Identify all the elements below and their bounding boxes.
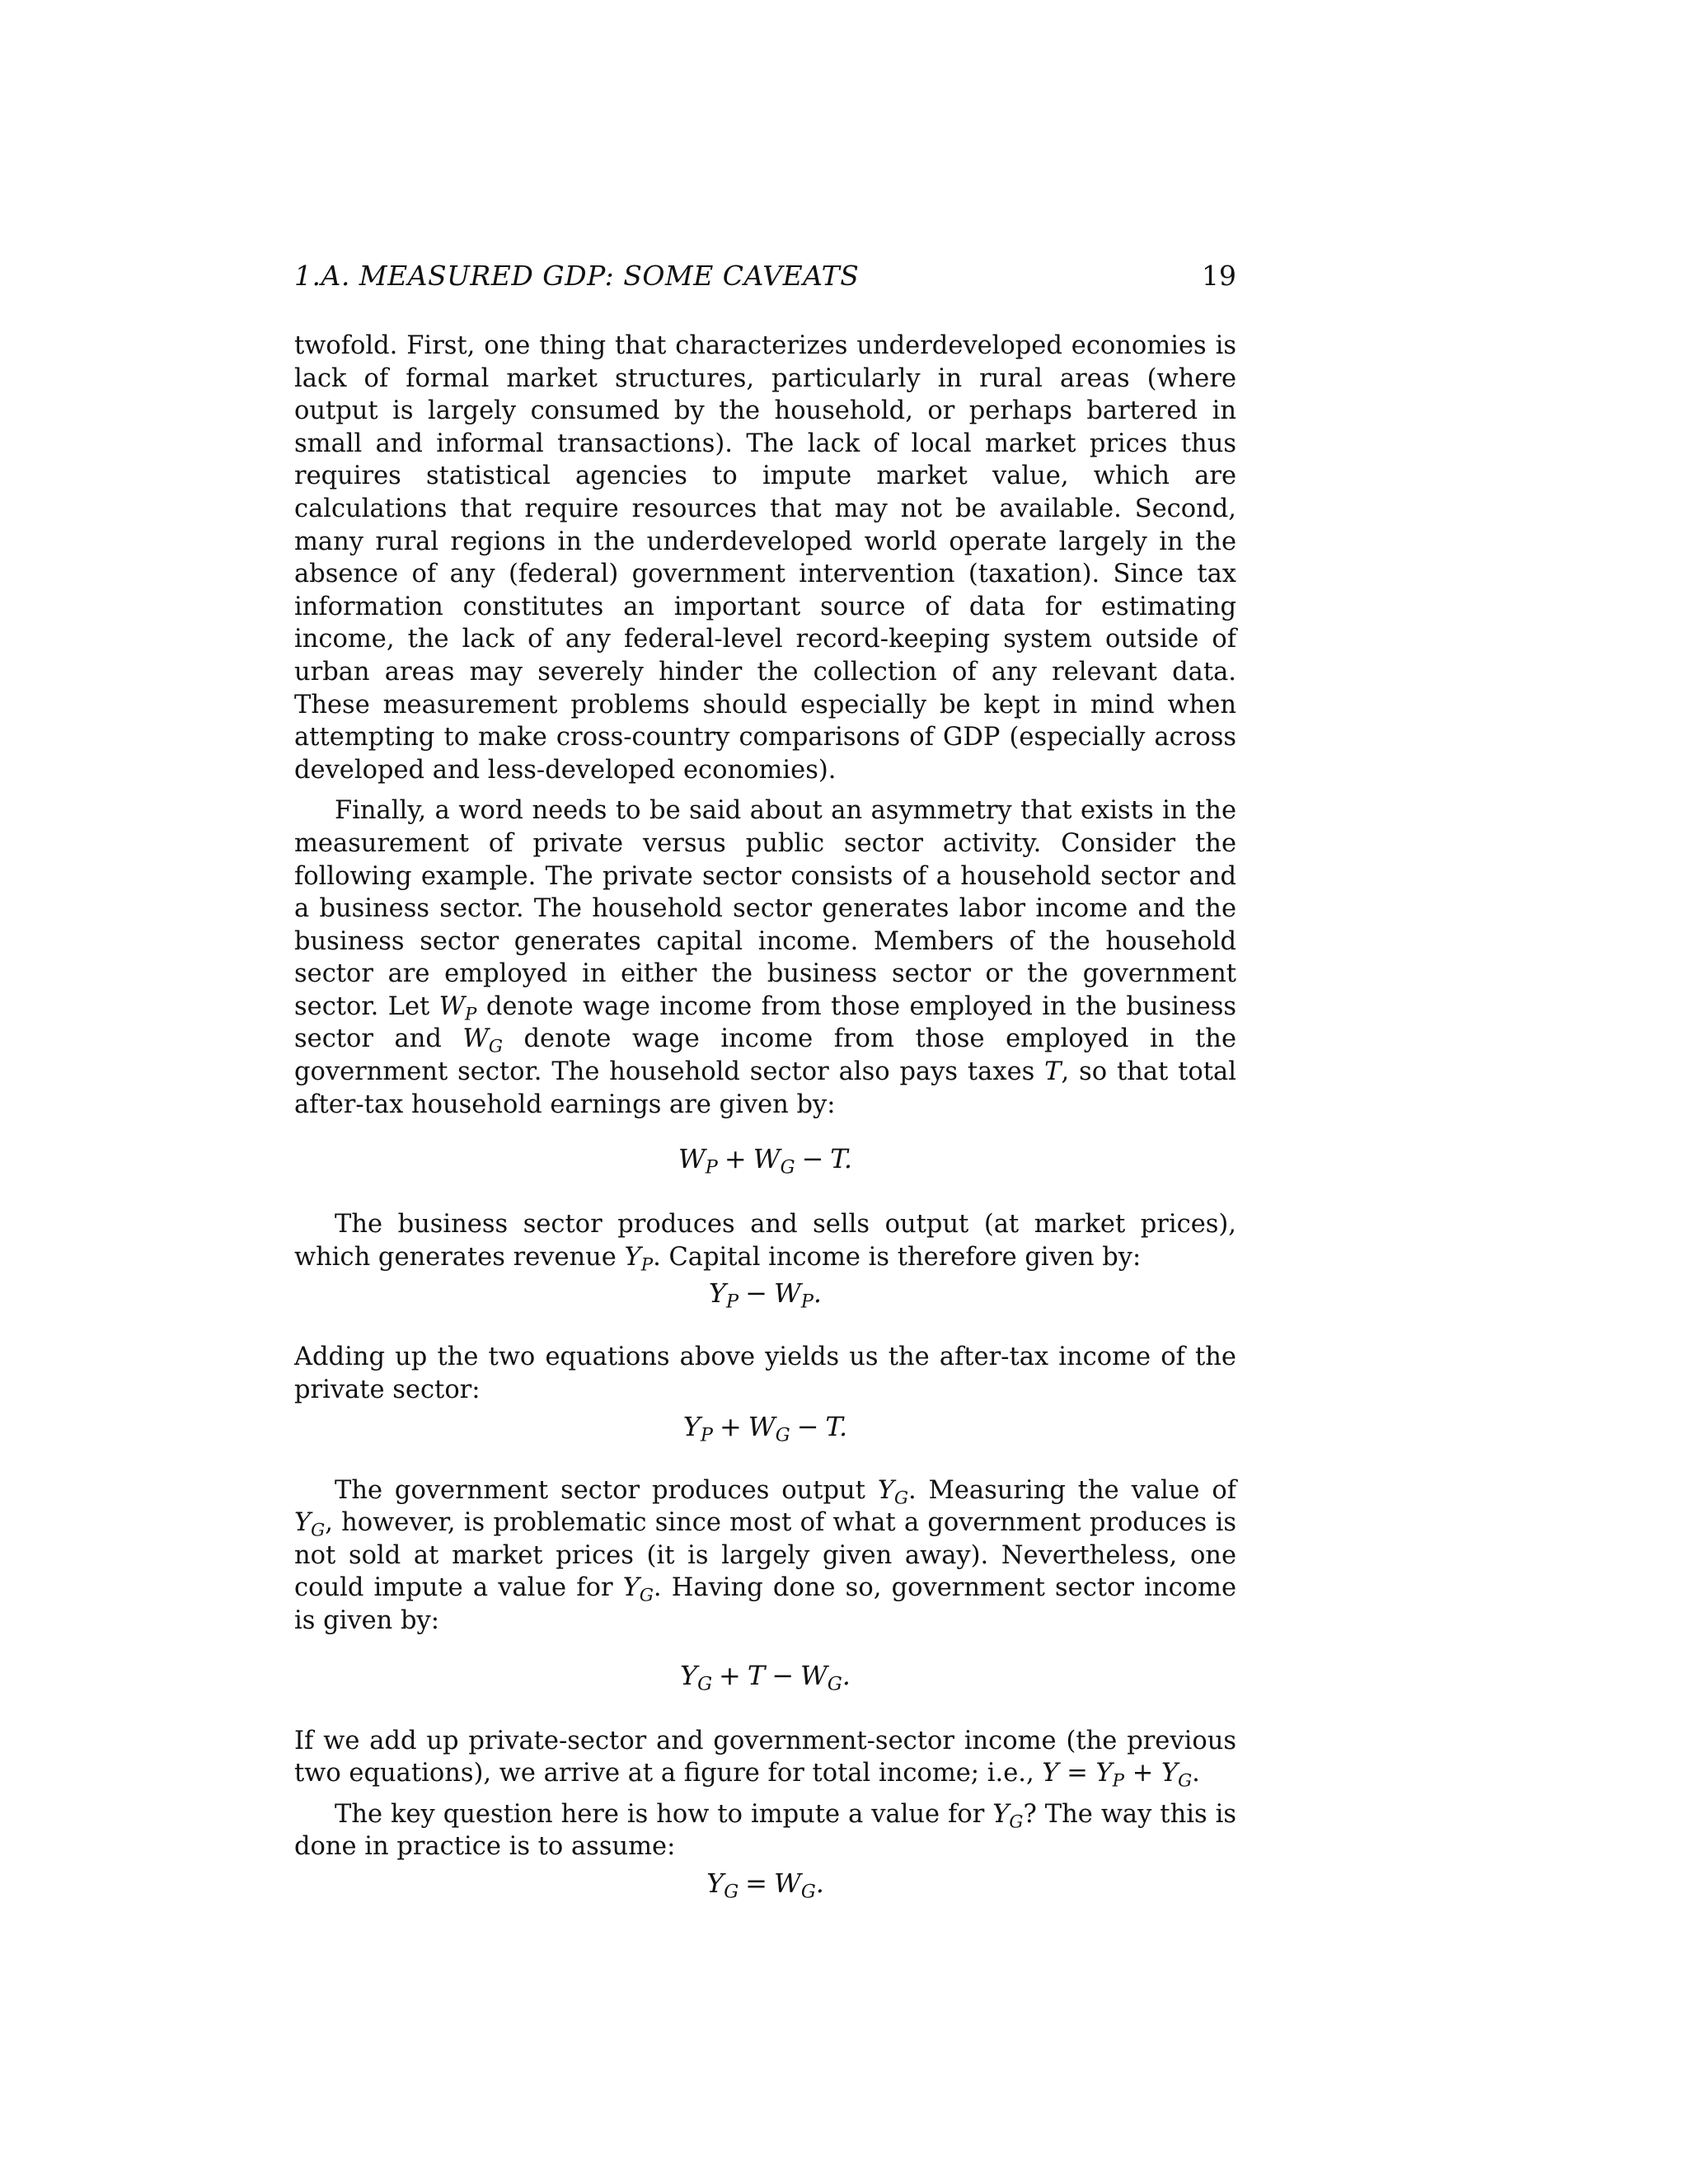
math-t: T (1044, 1057, 1062, 1087)
text-run: If we add up private-sector and government-sector income (the previous two equations), we arrive at a figure for total income; i.e., (294, 1726, 1236, 1788)
math-wg: $W_G$ (462, 1024, 503, 1057)
math-wp: $W_P$ (438, 991, 477, 1025)
math-yp: $Y_P$ (624, 1242, 654, 1276)
equation-private-income: $Y_P + W_G - T$. (682, 1410, 848, 1446)
document-page (294, 257, 1236, 1903)
text-run: ? The way this is done in practice is to assume: (294, 1799, 1236, 1862)
equation-household-earnings: $W_P + W_G - T$. (678, 1143, 853, 1179)
text-run: The key question here is how to impute a value for (335, 1799, 993, 1829)
text-run: denote wage income from those employed in the business sector and (294, 991, 1236, 1054)
text-run: , so that total after-tax household earnings are given by: (294, 1057, 1236, 1119)
equation-government-income: $Y_G + T - W_G$. (680, 1659, 851, 1695)
section-title: 1.A. MEASURED GDP: SOME CAVEATS (294, 260, 860, 292)
paragraph-3 (294, 1208, 1236, 1276)
text-run: Finally, a word needs to be said about an asymmetry that exists in the measurement of private versus public sector activity. Consider the following example. The private sector consists of a household sector and a business sector. The household sector generates labor income and the business sector generates capital income. Members of the household sector are employed in either the business sector or the government sector. Let (294, 796, 1236, 1021)
math-yg: $Y_G$ (877, 1475, 909, 1509)
text-run: The business sector produces and sells output (at market prices), which generates revenue (294, 1210, 1236, 1272)
math-yg: $Y_G$ (992, 1799, 1024, 1833)
math-total-income: $Y = Y_P + Y_G$ (1042, 1759, 1193, 1792)
document-body (294, 330, 1236, 1903)
text-run: . Measuring the value of (908, 1475, 1236, 1505)
running-header (294, 257, 1236, 294)
text-run: . Having done so, government sector income is given by: (294, 1573, 1236, 1635)
math-yg: $Y_G$ (622, 1573, 654, 1606)
paragraph-6 (294, 1725, 1236, 1790)
equation-imputation: $Y_G = W_G$. (706, 1867, 824, 1903)
text-run: denote wage income from those employed in the government sector. The household sector also pays taxes (294, 1024, 1236, 1087)
text-run: , however, is problematic since most of what a government produces is not sold at market prices (it is largely given away). Nevertheless, one could impute a value for (294, 1508, 1236, 1603)
text-run: . (1192, 1759, 1200, 1788)
paragraph-2 (294, 794, 1236, 1121)
text-run: . Capital income is therefore given by: (653, 1242, 1142, 1272)
text-run: The government sector produces output (335, 1475, 878, 1505)
paragraph-5 (294, 1474, 1236, 1638)
page-number: 19 (1202, 260, 1236, 292)
math-yg: $Y_G$ (294, 1508, 326, 1541)
equation-capital-income: $Y_P - W_P$. (708, 1277, 823, 1314)
paragraph-4: Adding up the two equations above yields us the after-tax income of the private sector: (294, 1343, 1236, 1405)
paragraph-7 (294, 1798, 1236, 1863)
paragraph-1: twofold. First, one thing that characterizes underdeveloped economies is lack of formal market structures, particularly in rural areas (where output is largely consumed by the household, or perhaps bartered in small and informal transactions). The lack of local market prices thus requires statistical agencies to impute market value, which are calculations that require resources that may not be available. Second, many rural regions in the underdeveloped world operate largely in the absence of any (federal) government intervention (taxation). Since tax information constitutes an important source of data for estimating income, the lack of any federal-level record-keeping system outside of urban areas may severely hinder the collection of any relevant data. These measurement problems should especially be kept in mind when attempting to make cross-country comparisons of GDP (especially across developed and less-developed economies). (294, 331, 1236, 785)
